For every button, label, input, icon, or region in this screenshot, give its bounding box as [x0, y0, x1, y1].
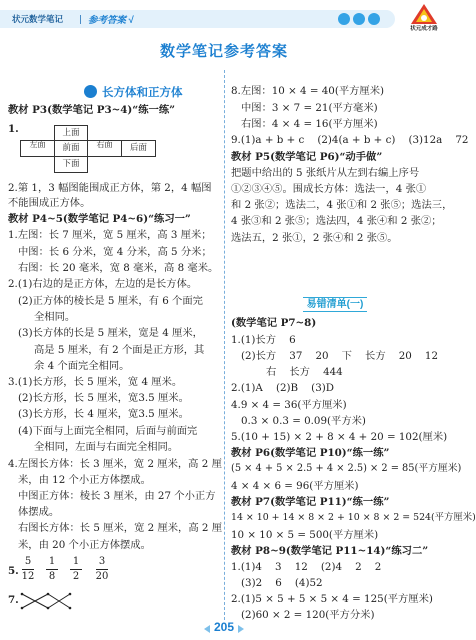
answer-line: 1.(1)长方 6: [231, 334, 296, 346]
answer-line: (5 × 4 + 5 × 2.5 + 4 × 2.5) × 2 = 85(平方厘米): [231, 463, 462, 474]
answer-line: 右图长方体：长 5 厘米，宽 2 厘米，高 2 厘: [18, 522, 223, 534]
answer-line: 8.左图：10 × 4 = 40(平方厘米): [231, 85, 385, 97]
answer-line: 中图：长 6 分米，宽 4 分米，高 5 分米；: [18, 246, 212, 258]
fraction-bar: [96, 569, 108, 570]
exercise-heading: 教材 P3(数学笔记 P3~4)“练一练”: [8, 104, 176, 116]
question-number: 1.: [8, 123, 19, 135]
fraction-denominator: 2: [72, 571, 80, 582]
net-cell: 后面: [121, 140, 156, 157]
exercise-heading: (数学笔记 P7~8): [231, 317, 317, 329]
answer-line: 米，由 12 个小正方体摆成。: [18, 474, 151, 486]
net-cell: 上面: [54, 125, 88, 141]
answer-line: 5.(10 + 15) × 2 + 8 × 4 + 20 = 102(厘米): [231, 431, 448, 443]
decor-dot-icon: [353, 13, 365, 25]
answer-line: 全相同，左面与右面完全相同。: [34, 441, 179, 453]
decor-dot-icon: [368, 13, 380, 25]
answer-line: (3)2 6 (4)52: [241, 577, 323, 589]
answer-line: 4.9 × 4 = 36(平方厘米): [231, 399, 347, 411]
answer-line: 全相同。: [34, 311, 76, 323]
answer-line: 右图：长 20 毫米，宽 8 毫米，高 8 毫米。: [18, 262, 219, 274]
answer-line: 9.(1)a + b + c (2)4(a + b + c) (3)12a 72: [231, 134, 469, 146]
question-number: 7.: [8, 594, 19, 606]
answer-line: (2)长方 37 20 下 长方 20 12: [241, 350, 439, 362]
column-divider: [224, 70, 225, 620]
cube-icon: [84, 85, 97, 98]
cube-net-diagram: [20, 125, 156, 173]
answer-line: (2)长方形，长 5 厘米，宽3.5 厘米。: [18, 392, 189, 404]
header-separator: [80, 15, 81, 24]
answer-line: (3)长方体的长是 5 厘米，宽是 4 厘米，: [18, 327, 203, 339]
logo-text: 状元成才路: [410, 26, 438, 32]
answer-line: ①②③④⑤。围成长方体：选法一，4 张①: [231, 183, 427, 195]
exercise-heading: 教材 P8~9(数学笔记 P11~14)“练习二”: [231, 545, 429, 557]
answer-line: 10 × 10 × 5 = 500(平方厘米): [231, 529, 379, 541]
exercise-heading: 教材 P5(数学笔记 P6)“动手做”: [231, 151, 383, 163]
answer-line: 体摆成。: [18, 506, 60, 518]
net-cell: 下面: [54, 156, 88, 173]
matching-lines-diagram: [18, 590, 78, 612]
page-number: 205: [213, 620, 235, 634]
answer-line: 4 × 4 × 6 = 96(平方厘米): [231, 480, 359, 492]
answer-line: 2.第 1，3 幅图能围成正方体，第 2，4 幅图: [8, 182, 212, 194]
header-brand: 状元数学笔记: [12, 14, 64, 24]
fraction-denominator: 20: [95, 571, 109, 582]
decor-dot-icon: [338, 13, 350, 25]
answer-line: 把题中给出的 5 张纸片从左到右编上序号: [231, 167, 420, 179]
fraction-bar: [46, 569, 58, 570]
answer-line: 3.(1)长方形，长 5 厘米，宽 4 厘米。: [8, 376, 183, 388]
answer-line: (2)60 × 2 = 120(平方分米): [241, 609, 375, 621]
answer-line: 余 4 个面完全相同。: [34, 360, 130, 372]
answer-line: 2.(1)右边的是正方体，左边的是长方体。: [8, 278, 198, 290]
answer-line: 4 张③和 2 张⑤；选法四，4 张④和 2 张②；: [231, 215, 442, 227]
fraction-numerator: 5: [24, 556, 32, 567]
section-heading-label: 易错清单(一): [306, 299, 364, 310]
answer-line: 1.(1)4 3 12 (2)4 2 2: [231, 561, 382, 573]
fraction-bar: [22, 569, 34, 570]
answer-line: (4)下面与上面完全相同，后面与前面完: [18, 425, 198, 437]
answer-line: 右 长方 444: [266, 366, 343, 378]
fraction-answers: [8, 556, 118, 586]
answer-line: (3)长方形，长 4 厘米，宽3.5 厘米。: [18, 408, 189, 420]
answer-line: 0.3 × 0.3 = 0.09(平方米): [241, 415, 366, 427]
answer-line: 高是 5 厘米，有 2 个面是正方形，其: [34, 344, 205, 356]
exercise-heading: 教材 P7(数学笔记 P11)“练一练”: [231, 496, 390, 508]
fraction-numerator: 3: [98, 556, 106, 567]
answer-line: 中图：3 × 7 = 21(平方毫米): [241, 102, 378, 114]
page-header: [0, 0, 448, 34]
answer-line: 2.(1)A (2)B (3)D: [231, 382, 335, 394]
answer-line: 和 2 张②；选法二，4 张①和 2 张⑤；选法三，: [231, 199, 453, 211]
section-heading: [303, 297, 367, 312]
net-cell: 右面: [87, 140, 122, 157]
fraction-denominator: 12: [21, 571, 35, 582]
answer-line: 米，由 20 个小正方体摆成。: [18, 539, 151, 551]
answer-line: 不能围成正方体。: [8, 197, 91, 209]
exercise-heading: 教材 P4~5(数学笔记 P4~6)“练习一”: [8, 213, 191, 225]
answer-line: 4.左图长方体：长 3 厘米，宽 2 厘米，高 2 厘: [8, 458, 222, 470]
fraction-numerator: 1: [48, 556, 56, 567]
answer-line: (2)正方体的棱长是 5 厘米，有 6 个面完: [18, 295, 203, 307]
net-cell: 前面: [54, 140, 88, 157]
fraction-numerator: 1: [72, 556, 80, 567]
page-title: 数学笔记参考答案: [159, 43, 288, 60]
answer-line: 中图正方体：棱长 3 厘米，由 27 个小正方: [18, 490, 216, 502]
fraction-bar: [70, 569, 82, 570]
answer-line: 选法五，2 张①，2 张④和 2 张⑤。: [231, 232, 398, 244]
answer-line: 14 × 10 + 14 × 8 × 2 + 10 × 8 × 2 = 524(平方厘米): [231, 512, 476, 523]
net-cell: 左面: [20, 140, 55, 157]
section-heading-label: 长方体和正方体: [102, 87, 183, 99]
check-icon: √: [128, 15, 134, 26]
arrow-right-icon: [238, 625, 244, 633]
header-section: [88, 12, 133, 26]
answer-line: 2.(1)5 × 5 + 5 × 5 × 4 = 125(平方厘米): [231, 593, 433, 605]
header-section-label: 参考答案: [88, 15, 127, 26]
answer-line: 右图：4 × 4 = 16(平方厘米): [241, 118, 378, 130]
fraction-denominator: 8: [48, 571, 56, 582]
question-number: 5.: [8, 565, 19, 577]
answer-line: 1.左图：长 7 厘米，宽 5 厘米，高 3 厘米；: [8, 229, 212, 241]
exercise-heading: 教材 P6(数学笔记 P10)“练一练”: [231, 447, 390, 459]
